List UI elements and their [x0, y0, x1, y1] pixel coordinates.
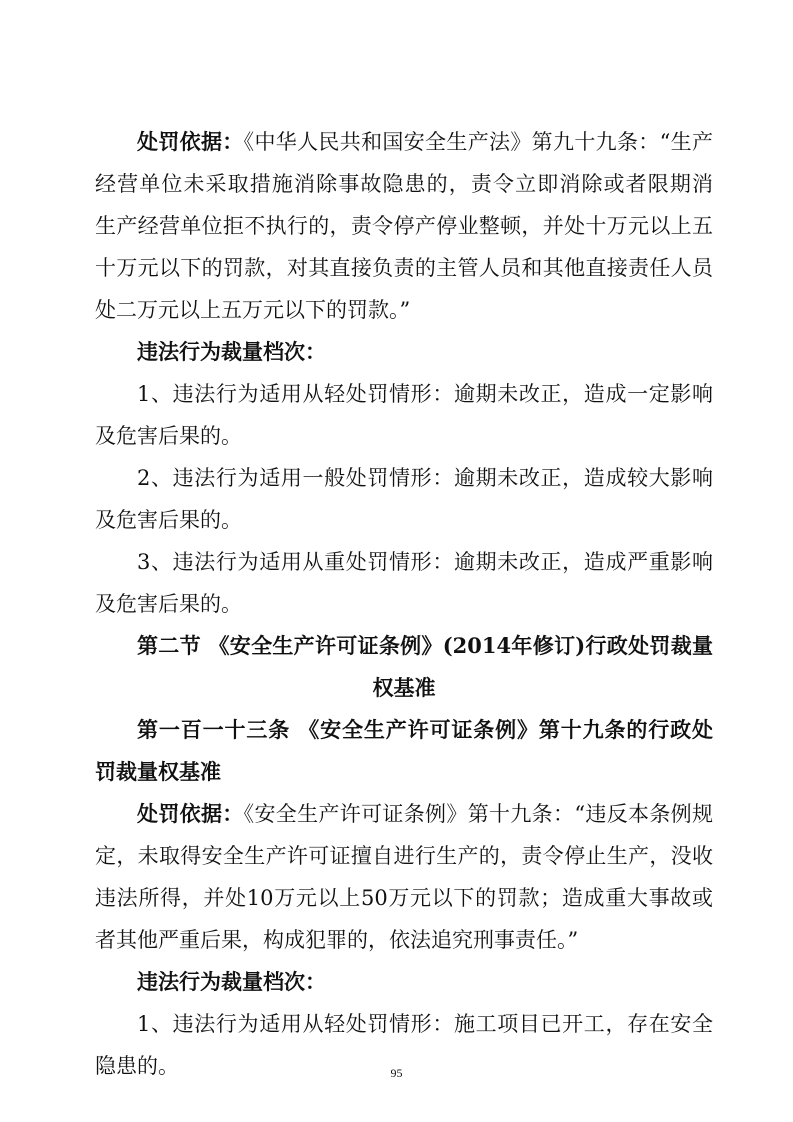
- list-item-line: 隐患的。: [95, 1054, 179, 1078]
- list-item-line: 1、违法行为适用从轻处罚情形：施工项目已开工，存在安全: [137, 1012, 713, 1036]
- list-item-line: 1、违法行为适用从轻处罚情形：逾期未改正，造成一定影响: [137, 382, 713, 406]
- discretion-levels-heading: 违法行为裁量档次：: [137, 339, 326, 364]
- list-item-line: 及危害后果的。: [95, 592, 242, 616]
- paragraph-line: 违法所得，并处10万元以上50万元以下的罚款；造成重大事故或: [95, 886, 713, 910]
- penalty-basis-label: 处罚依据：: [137, 801, 244, 826]
- page-number: 95: [390, 1066, 403, 1080]
- penalty-basis-paragraph-2: [95, 793, 713, 961]
- list-item-line: 及危害后果的。: [95, 508, 242, 532]
- paragraph-line: 定，未取得安全生产许可证擅自进行生产的，责令停止生产，没收: [95, 844, 713, 868]
- paragraph-line: [95, 793, 713, 835]
- article-heading: 罚裁量权基准: [95, 759, 221, 784]
- text: 《安全生产许可证条例》第十九条：“违反本条例规: [243, 802, 713, 826]
- paragraph-line: 生产经营单位拒不执行的，责令停产停业整顿，并处十万元以上五: [95, 214, 713, 238]
- list-item-line: 3、违法行为适用从重处罚情形：逾期未改正，造成严重影响: [137, 550, 713, 574]
- paragraph-line: 十万元以下的罚款，对其直接负责的主管人员和其他直接责任人员: [95, 256, 713, 280]
- paragraph-line: 者其他严重后果，构成犯罪的，依法追究刑事责任。”: [95, 928, 579, 952]
- list-item-line: 2、违法行为适用一般处罚情形：逾期未改正，造成较大影响: [137, 466, 713, 490]
- list-item-line: 及危害后果的。: [95, 424, 242, 448]
- section-heading: 第二节 《安全生产许可证条例》(2014年修订)行政处罚裁量: [137, 633, 713, 658]
- section-heading: 权基准: [372, 675, 436, 700]
- article-heading: 第一百一十三条 《安全生产许可证条例》第十九条的行政处: [137, 717, 713, 742]
- paragraph-line: [95, 121, 713, 163]
- paragraph-line: 经营单位未采取措施消除事故隐患的，责令立即消除或者限期消: [95, 172, 713, 196]
- penalty-basis-paragraph-1: [95, 121, 713, 331]
- discretion-levels-heading: 违法行为裁量档次：: [137, 969, 326, 994]
- penalty-basis-label: 处罚依据：: [137, 129, 244, 154]
- document-body: [95, 121, 713, 1087]
- text: 《中华人民共和国安全生产法》第九十九条：“生产: [243, 130, 713, 154]
- paragraph-line: 处二万元以上五万元以下的罚款。”: [95, 298, 411, 322]
